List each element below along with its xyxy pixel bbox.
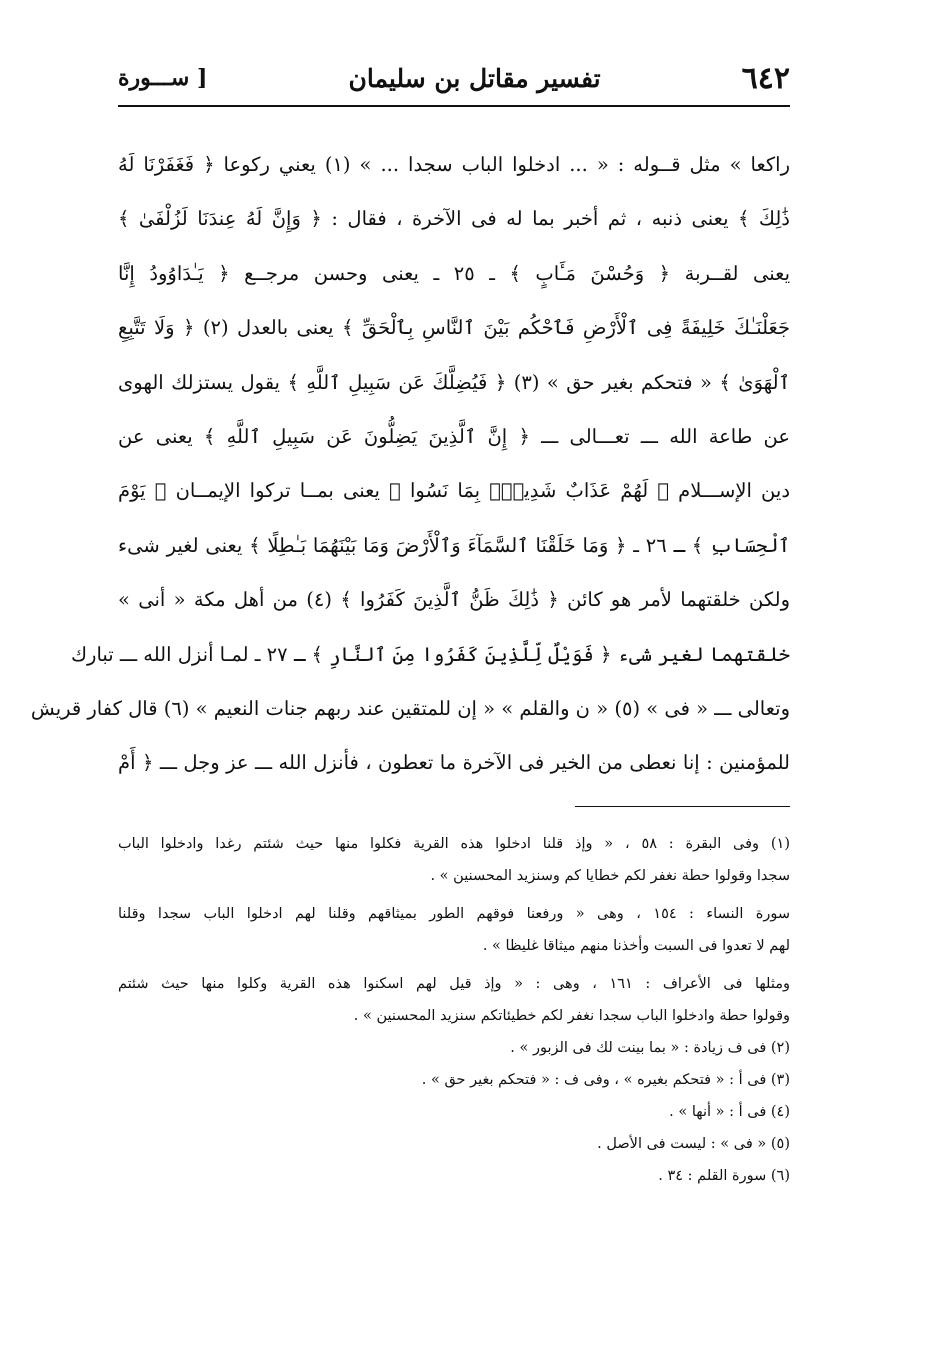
footnote-line: (٦) سورة القلم : ٣٤ .	[658, 1168, 790, 1184]
text-line: وتعالى ـــ « فى » (٥) « ن والقلم » « إن للمتقين عند ربهم جنات النعيم » (٦) قال كفار قريش	[30, 696, 790, 720]
footnote-separator	[575, 806, 790, 807]
text-line: راكعا » مثل قــوله : « ... ادخلوا الباب سجدا ... » (١) يعني ركوعا ﴿ فَغَفَرْنَا لَهُ	[118, 153, 790, 176]
text-line: للمؤمنين : إنا نعطى من الخير فى الآخرة ما تعطون ، فأنزل الله ـــ عز وجل ـــ ﴿ أَمْ	[118, 751, 790, 775]
text-line: يعنى لقــربة ﴿ وَحُسْنَ مَـَٔابٍ ﴾ ـ ٢٥ ـ يعنى وحسن مرجــع ﴿ يَـٰدَاوُودُ إِنَّا	[118, 261, 791, 285]
main-text	[30, 138, 791, 791]
running-header	[118, 56, 790, 100]
footnote-line: (١) وفى البقرة : ٥٨ ، « وإذ قلنا ادخلوا هذه القرية فكلوا منها حيث شئتم رغدا وادخلوا الباب	[118, 836, 790, 852]
footnotes	[118, 828, 790, 1192]
footnote-line: (٢) فى ف زيادة : « بما بينت لك فى الزبور » .	[510, 1040, 790, 1056]
footnote-line: سورة النساء : ١٥٤ ، وهى « ورفعنا فوقهم الطور بميثاقهم وقلنا لهم ادخلوا الباب سجدا وقلنا	[118, 906, 790, 922]
text-line: عن طاعة الله ـــ تعـــالى ـــ ﴿ إِنَّ ٱلَّذِينَ يَضِلُّونَ عَن سَبِيلِ ٱللَّهِ ﴾ يعنى عن	[118, 424, 790, 448]
book-title: تفسير مقاتل بن سليمان	[348, 63, 601, 93]
footnote-line: (٥) « فى » : ليست فى الأصل .	[597, 1136, 790, 1152]
footnote-line: ومثلها فى الأعراف : ١٦١ ، وهى : « وإذ قيل لهم اسكنوا هذه القرية وكلوا منها حيث شئتم	[118, 976, 790, 992]
footnote-line: وقولوا حطة وادخلوا الباب سجدا نغفر لكم خطيئاتكم سنزيد المحسنين » .	[353, 1008, 790, 1024]
header-rule	[118, 105, 790, 107]
text-line: ذَٰلِكَ ﴾ يعنى ذنبه ، ثم أخبر بما له فى الآخرة ، فقال : ﴿ وَإِنَّ لَهُ عِندَنَا لَزُلْفَىٰ ﴾	[118, 207, 790, 231]
footnote-line: (٣) فى أ : « فتحكم بغيره » ، وفى ف : « فتحكم بغير حق » .	[421, 1072, 790, 1088]
text-line: ٱلْحِسَابِ ﴾ ـ ٢٦ ـ ﴿ وَمَا خَلَقْنَا ٱلسَّمَآءَ وَٱلْأَرْضَ وَمَا بَيْنَهُمَا بَـٰطِلًا ﴾ يعنى لغير شىء	[118, 533, 790, 557]
footnote-line: لهم لا تعدوا فى السبت وأخذنا منهم ميثاقا غليظا » .	[482, 938, 790, 954]
footnote-line: (٤) فى أ : « أنها » .	[669, 1104, 790, 1120]
text-line: دين الإســـلام ﴿ لَهُمْ عَذَابٌ شَدِيدٌۢ بِمَا نَسُوا ﴾ يعنى بمــا تركوا الإيمــان ﴿ يَوْمَ	[118, 479, 790, 503]
surah-label: [ ســـورة	[118, 65, 208, 91]
text-line: خلقتهما لغير شىء ﴿ فَوَيْلٌ لِّلَّذِينَ كَفَرُوا مِنَ ٱلنَّارِ ﴾ ـ ٢٧ ـ لمـا أنزل الله ـــ تبارك	[70, 642, 790, 666]
footnote-line: سجدا وقولوا حطة نغفر لكم خطايا كم وسنزيد المحسنين » .	[430, 868, 790, 884]
page-number: ٦٤٢	[741, 60, 790, 96]
text-line: ٱلْهَوَىٰ ﴾ « فتحكم بغير حق » (٣) ﴿ فَيُضِلَّكَ عَن سَبِيلِ ٱللَّهِ ﴾ يقول يستزلك الهوى	[118, 370, 790, 394]
text-line: جَعَلْنَـٰكَ خَلِيفَةً فِى ٱلْأَرْضِ فَٱحْكُم بَيْنَ ٱلنَّاسِ بِٱلْحَقِّ ﴾ يعنى بالعدل (٢) ﴿ وَلَا تَتَّبِعِ	[118, 316, 790, 340]
text-line: ولكن خلقتهما لأمر هو كائن ﴿ ذَٰلِكَ ظَنُّ ٱلَّذِينَ كَفَرُوا ﴾ (٤) من أهل مكة « أنى »	[118, 588, 790, 612]
